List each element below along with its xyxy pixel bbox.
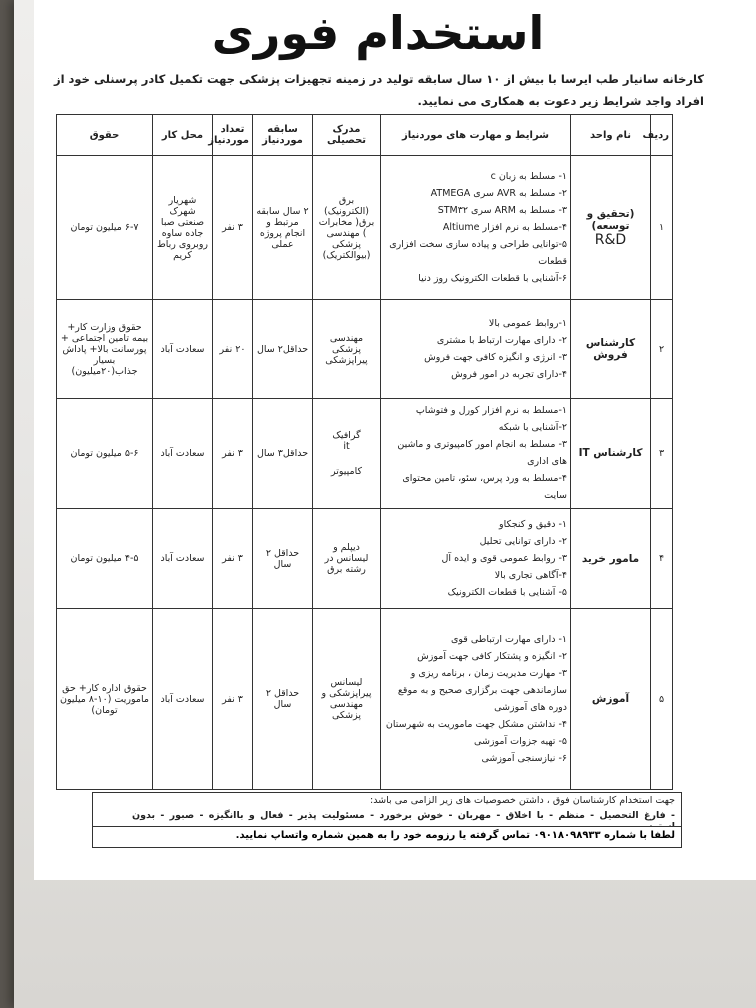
requirement-item: ۲- مسلط به AVR سری ATMEGA (430, 188, 567, 200)
requirement-item: ۴-دارای تجربه در امور فروش (451, 369, 567, 381)
header-requirements: شرایط و مهارت های موردنیاز (381, 115, 571, 156)
table-row (57, 300, 673, 398)
unit-name: مامور خرید (571, 509, 651, 609)
requirement-item: ۱- مسلط به زبان c (490, 171, 567, 183)
requirement-item: ۶- نیازسنجی آموزشی (481, 753, 567, 765)
degree-line: گرافیک (332, 429, 361, 441)
requirement-item: ۶-آشنایی با قطعات الکترونیک روز دنیا (418, 273, 567, 285)
requirements-cell (381, 609, 571, 790)
count-cell: ۲۰ نفر (213, 300, 253, 398)
salary-cell: ۵-۶ میلیون تومان (57, 398, 153, 508)
requirement-item: ۱- دارای مهارت ارتباطی قوی (450, 634, 567, 646)
salary-cell: ۶-۷ میلیون تومان (57, 156, 153, 300)
header-salary: حقوق (57, 115, 153, 156)
requirement-item: ۴-آگاهی تجاری بالا (494, 570, 567, 582)
row-number: ۲ (651, 300, 673, 398)
requirement-item: ۴-مسلط به ورد پرس، سئو، تامین محتوای سایت (402, 473, 567, 502)
table-row (57, 398, 673, 508)
requirement-item: ۳- روابط عمومی قوی و ایده آل (441, 553, 567, 565)
salary-cell: حقوق اداره کار+ حق ماموریت (۱۰-۸ میلیون تومان) (57, 609, 153, 790)
count-cell: ۳ نفر (213, 609, 253, 790)
requirement-item: ۱-مسلط به نرم افزار کورل و فتوشاپ (415, 405, 567, 417)
requirement-item: ۵- آشنایی با قطعات الکترونیک (447, 587, 567, 599)
page-title: استخدام فوری (211, 6, 545, 60)
header-row-number: ردیف (651, 115, 673, 156)
table-row (57, 509, 673, 609)
location-cell: سعادت آباد (153, 300, 213, 398)
requirements-cell (381, 398, 571, 508)
degree-cell: دیپلم و لیسانس در رشته برق (313, 509, 381, 609)
experience-cell: حداقل ۲ سال (253, 509, 313, 609)
experience-cell: حداقل۲ سال (253, 300, 313, 398)
header-experience: سابقه موردنیاز (253, 115, 313, 156)
location-cell: سعادت آباد (153, 609, 213, 790)
table-row (57, 156, 673, 300)
salary-cell: حقوق وزارت کار+ بیمه تامین اجتماعی + پورسانت بالا+ پاداش بسیار جذاب(۲۰میلیون) (57, 300, 153, 398)
unit-name-line: (تحقیق و توسعه) (586, 207, 635, 232)
unit-name-line: R&D (594, 231, 627, 248)
requirement-item: ۵-توانایی طراحی و پیاده سازی سخت افزاری قطعات (389, 239, 567, 268)
requirement-item: ۳- مسلط به انجام امور کامپیوتری و ماشین های اداری (397, 439, 567, 468)
salary-cell: ۴-۵ میلیون تومان (57, 509, 153, 609)
unit-name: کارشناس فروش (571, 300, 651, 398)
location-cell: شهریار شهرک صنعتی صبا جاده ساوه روبروی رباط کریم (153, 156, 213, 300)
unit-name: کارشناس IT (571, 398, 651, 508)
degree-cell: لیسانس پیراپزشکی و مهندسی پزشکی (313, 609, 381, 790)
requirement-item: ۴- نداشتن مشکل جهت ماموریت به شهرستان (385, 719, 567, 731)
header-count: تعداد موردنیاز (213, 115, 253, 156)
requirement-item: ۲-آشنایی با شبکه (498, 422, 567, 434)
count-cell: ۳ نفر (213, 156, 253, 300)
footer-intro: جهت استخدام کارشناسان فوق ، داشتن خصوصیات های زیر الزامی می باشد: (370, 795, 675, 806)
requirements-cell (381, 156, 571, 300)
requirement-item: ۱- دقیق و کنجکاو (499, 519, 567, 531)
table-header-row (57, 115, 673, 156)
count-cell: ۳ نفر (213, 398, 253, 508)
header-location: محل کار (153, 115, 213, 156)
degree-line: it (343, 440, 350, 452)
header-degree: مدرک تحصیلی (313, 115, 381, 156)
experience-cell: حداقل ۲ سال (253, 609, 313, 790)
requirement-item: ۳- انرژی و انگیزه کافی جهت فروش (424, 352, 567, 364)
row-number: ۱ (651, 156, 673, 300)
experience-cell: حداقل۳ سال (253, 398, 313, 508)
row-number: ۳ (651, 398, 673, 508)
row-number: ۵ (651, 609, 673, 790)
row-number: ۴ (651, 509, 673, 609)
unit-name (571, 156, 651, 300)
header-unit: نام واحد (571, 115, 651, 156)
table-row (57, 609, 673, 790)
degree-cell: برق (الکترونیک) برق( مخابرات ) مهندسی پزشکی (بیوالکتریک) (313, 156, 381, 300)
count-cell: ۳ نفر (213, 509, 253, 609)
requirement-item: ۳- مهارت مدیریت زمان ، برنامه ریزی و سازماندهی جهت برگزاری صحیح و به موقع دوره های آموزشی (397, 668, 567, 714)
degree-line: کامپیوتر (330, 465, 363, 477)
requirement-item: ۵- تهیه جزوات آموزشی (474, 736, 567, 748)
degree-cell (313, 398, 381, 508)
requirement-item: ۴-مسلط به نرم افزار Altiume (442, 222, 567, 234)
unit-name: آموزش (571, 609, 651, 790)
jobs-table (56, 114, 673, 790)
requirement-item: ۳- مسلط به ARM سری STM۳۲ (437, 205, 567, 217)
requirement-item: ۲- دارای مهارت ارتباط با مشتری (436, 335, 567, 347)
location-cell: سعادت آباد (153, 398, 213, 508)
requirement-item: ۲- دارای توانایی تحلیل (479, 536, 567, 548)
location-cell: سعادت آباد (153, 509, 213, 609)
requirement-item: ۲- انگیزه و پشتکار کافی جهت آموزش (417, 651, 567, 663)
requirements-cell (381, 509, 571, 609)
requirements-cell (381, 300, 571, 398)
degree-cell: مهندسی پزشکی پیراپزشکی (313, 300, 381, 398)
contact-line: لطفا با شماره ۰۹۰۱۸۰۹۸۹۳۳ تماس گرفته یا رزومه خود را به همین شماره واتساپ نمایید. (92, 826, 682, 848)
experience-cell: ۲ سال سابقه مرتبط و انجام پروژه عملی (253, 156, 313, 300)
intro-paragraph: کارخانه سانیار طب ایرسا با بیش از ۱۰ سال سابقه تولید در زمینه تجهیزات پزشکی جهت تکمیل کادر پرسنلی خود از افراد واجد شرایط زیر دعوت به همکاری می نمایید. (53, 72, 704, 108)
requirement-item: ۱-روابط عمومی بالا (488, 318, 567, 330)
footer-traits: - فارغ التحصیل - منظم - با اخلاق - مهربان - خوش برخورد - مسئولیت پذیر - فعال و باانگیزه - صبور - بدون (132, 810, 675, 821)
